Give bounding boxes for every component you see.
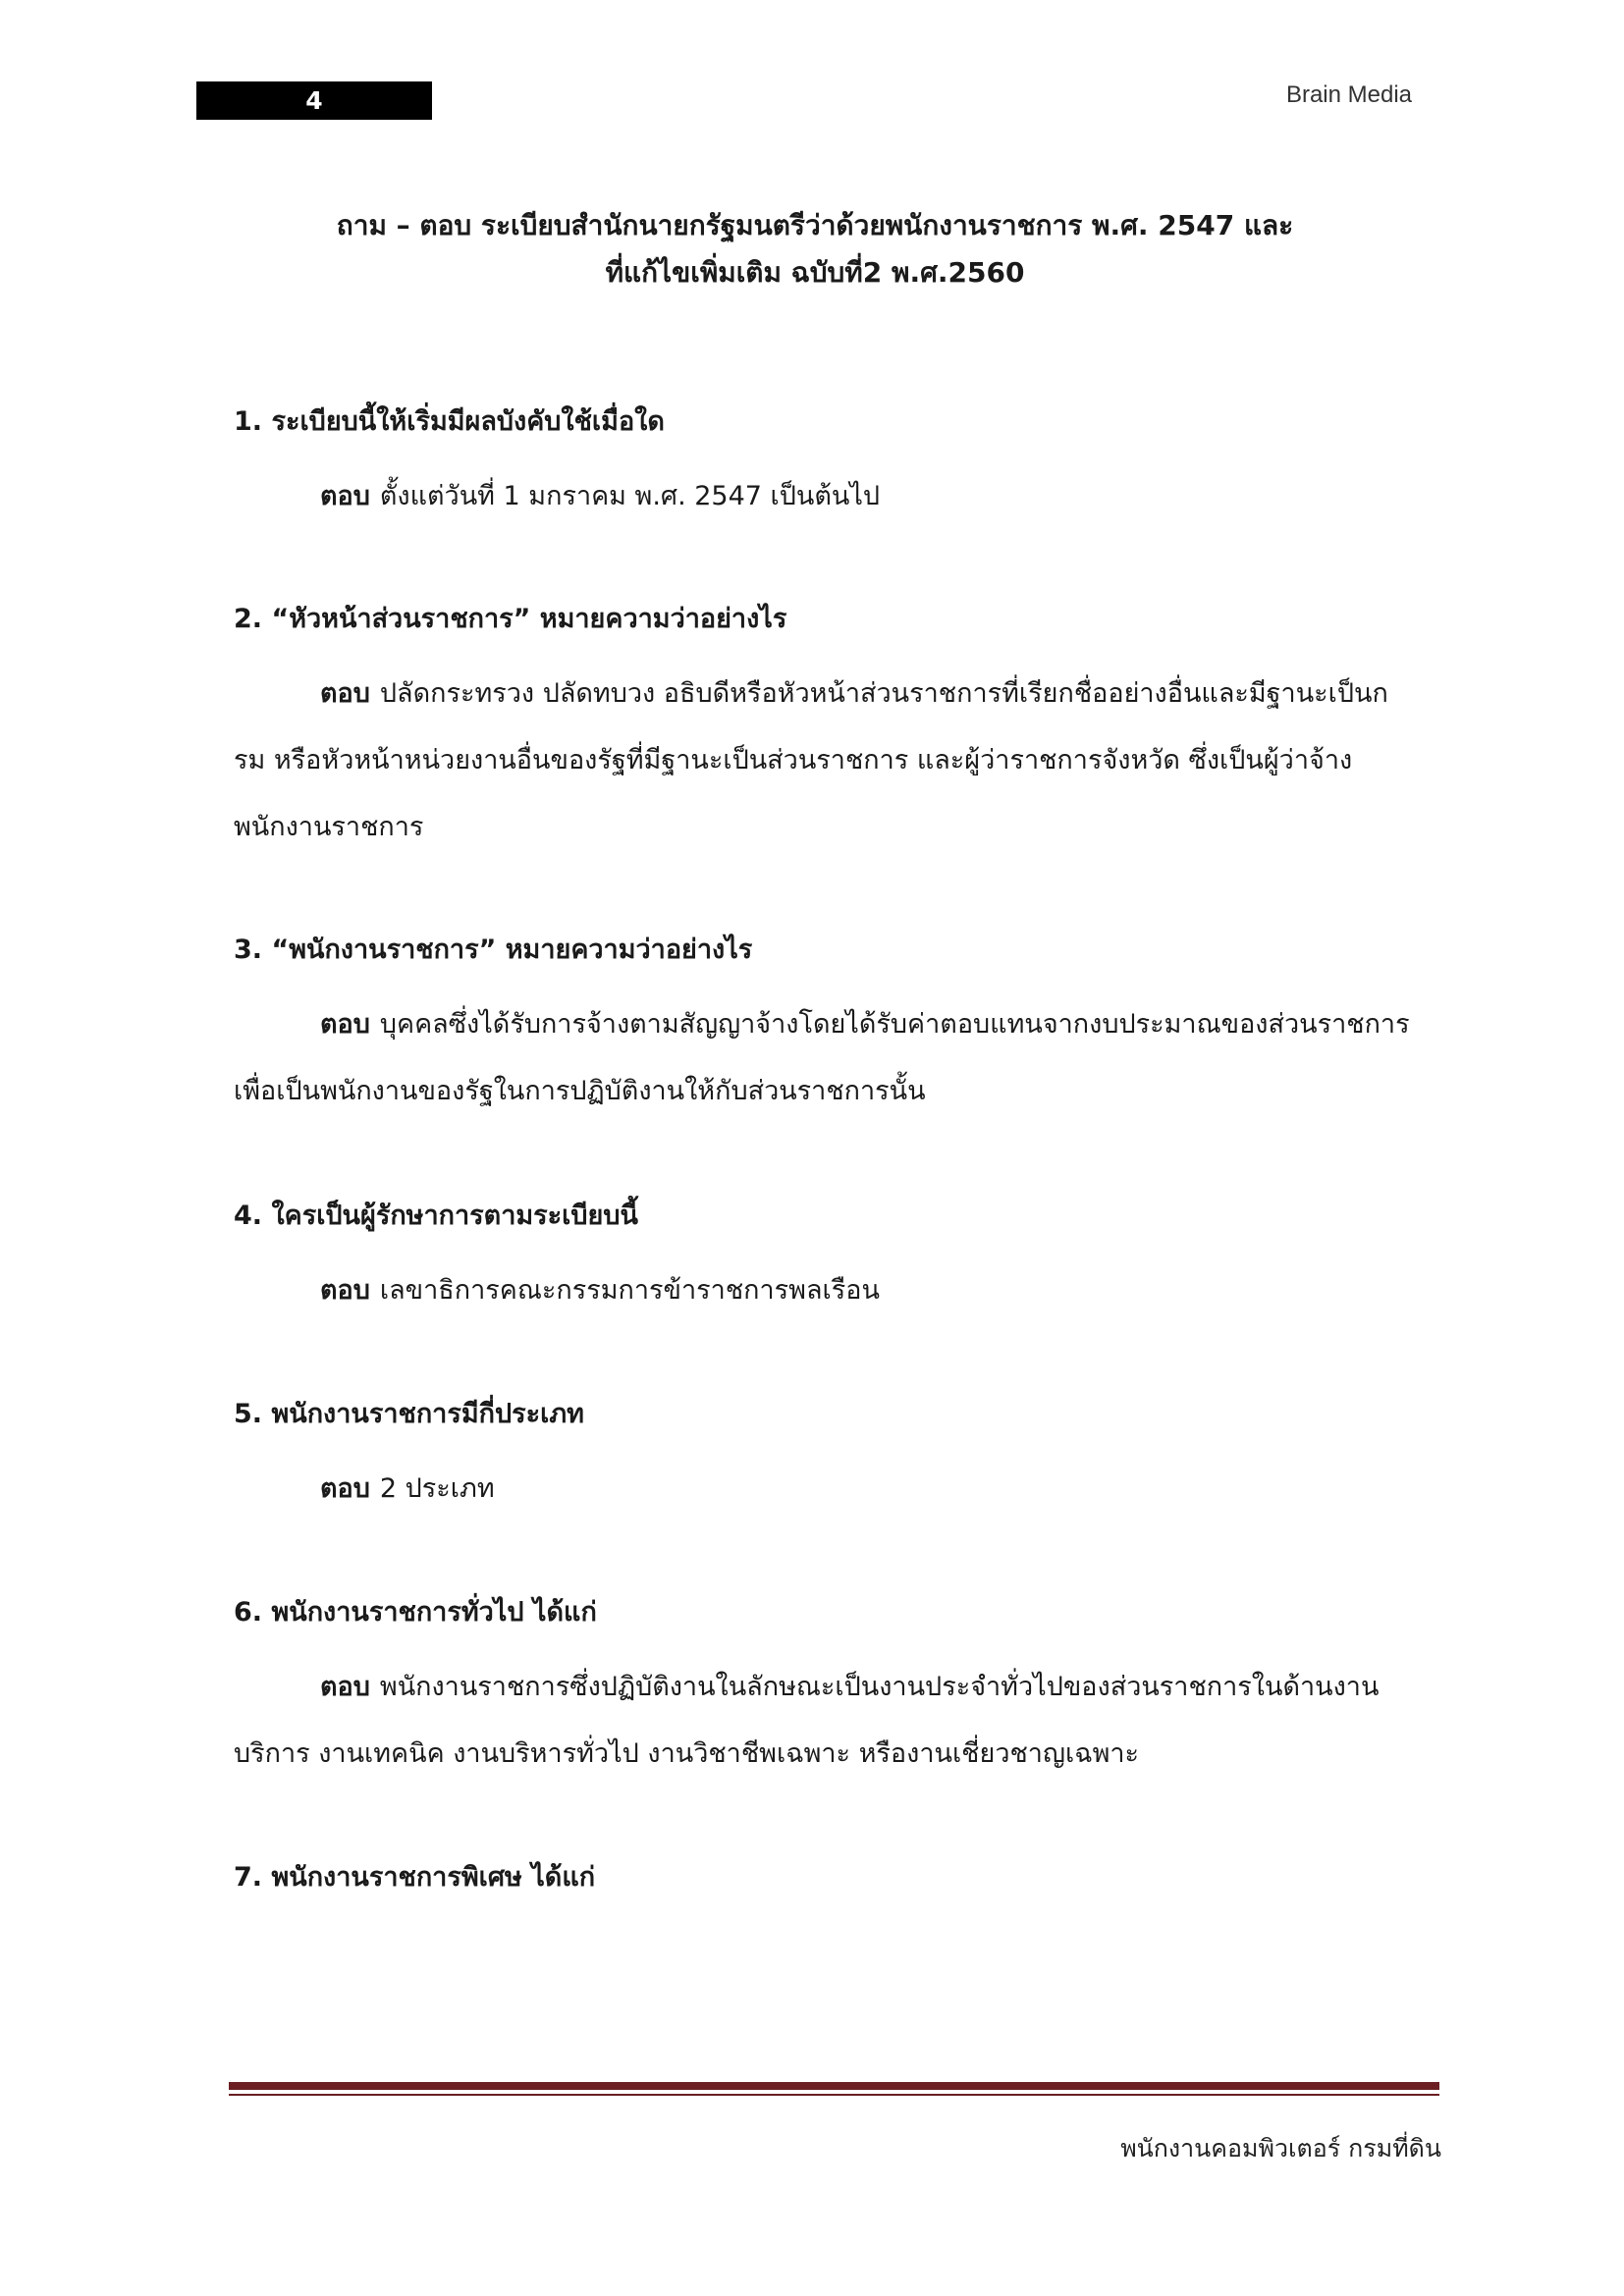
page-number: 4 bbox=[305, 86, 323, 115]
answer-text: 2 ประเภท bbox=[379, 1473, 495, 1504]
answer-4 bbox=[234, 1257, 1412, 1324]
document-title bbox=[245, 202, 1384, 296]
qa-item-4 bbox=[234, 1197, 1412, 1324]
answer-2 bbox=[234, 661, 1412, 861]
document-title-line-1: ถาม – ตอบ ระเบียบสำนักนายกรัฐมนตรีว่าด้วยพนักงานราชการ พ.ศ. 2547 และ bbox=[336, 209, 1294, 241]
header-brand: Brain Media bbox=[1285, 81, 1412, 108]
answer-1 bbox=[234, 463, 1412, 530]
answer-label: ตอบ bbox=[320, 1473, 370, 1504]
question-7: 7. พนักงานราชการพิเศษ ได้แก่ bbox=[234, 1862, 596, 1893]
question-4: 4. ใครเป็นผู้รักษาการตามระเบียบนี้ bbox=[234, 1201, 638, 1231]
answer-5 bbox=[234, 1456, 1412, 1522]
qa-item-7 bbox=[234, 1858, 1412, 1897]
question-5: 5. พนักงานราชการมีกี่ประเภท bbox=[234, 1399, 584, 1429]
document-title-line-2: ที่แก้ไขเพิ่มเติม ฉบับที่2 พ.ศ.2560 bbox=[605, 256, 1025, 289]
answer-3 bbox=[234, 991, 1412, 1125]
question-6: 6. พนักงานราชการทั่วไป ได้แก่ bbox=[234, 1597, 597, 1628]
qa-item-1 bbox=[234, 402, 1412, 530]
answer-label: ตอบ bbox=[320, 1672, 370, 1702]
footer-rule-thin bbox=[229, 2094, 1439, 2096]
question-1: 1. ระเบียบนี้ให้เริ่มมีผลบังคับใช้เมื่อใด bbox=[234, 406, 665, 437]
footer-rule-thick bbox=[229, 2082, 1439, 2090]
answer-label: ตอบ bbox=[320, 1275, 370, 1306]
qa-item-6 bbox=[234, 1593, 1412, 1788]
page-number-badge bbox=[196, 81, 432, 120]
answer-text: ปลัดกระทรวง ปลัดทบวง อธิบดีหรือหัวหน้าส่วนราชการที่เรียกชื่ออย่างอื่นและมีฐานะเป็นกรม หรือหัวหน้าหน่วยงานอื่นของรัฐที่มีฐานะเป็นส่วนราชการ และผู้ว่าราชการจังหวัด ซึ่งเป็นผู้ว่าจ้างพนักงานราชการ bbox=[234, 678, 1388, 842]
answer-text: พนักงานราชการซึ่งปฏิบัติงานในลักษณะเป็นงานประจำทั่วไปของส่วนราชการในด้านงานบริการ งานเทคนิค งานบริหารทั่วไป งานวิชาชีพเฉพาะ หรืองานเชี่ยวชาญเฉพาะ bbox=[234, 1672, 1380, 1769]
answer-label: ตอบ bbox=[320, 678, 370, 709]
question-2: 2. “หัวหน้าส่วนราชการ” หมายความว่าอย่างไร bbox=[234, 604, 787, 634]
qa-item-3 bbox=[234, 931, 1412, 1125]
answer-text: เลขาธิการคณะกรรมการข้าราชการพลเรือน bbox=[379, 1275, 880, 1306]
answer-label: ตอบ bbox=[320, 1009, 370, 1040]
answer-text: บุคคลซึ่งได้รับการจ้างตามสัญญาจ้างโดยได้รับค่าตอบแทนจากงบประมาณของส่วนราชการเพื่อเป็นพนักงานของรัฐในการปฏิบัติงานให้กับส่วนราชการนั้น bbox=[234, 1009, 1410, 1106]
qa-item-2 bbox=[234, 600, 1412, 861]
answer-6 bbox=[234, 1654, 1412, 1788]
answer-text: ตั้งแต่วันที่ 1 มกราคม พ.ศ. 2547 เป็นต้นไป bbox=[379, 481, 881, 511]
footer-text: พนักงานคอมพิวเตอร์ กรมที่ดิน bbox=[1120, 2134, 1441, 2163]
qa-item-5 bbox=[234, 1395, 1412, 1522]
question-3: 3. “พนักงานราชการ” หมายความว่าอย่างไร bbox=[234, 934, 753, 965]
answer-label: ตอบ bbox=[320, 481, 370, 511]
